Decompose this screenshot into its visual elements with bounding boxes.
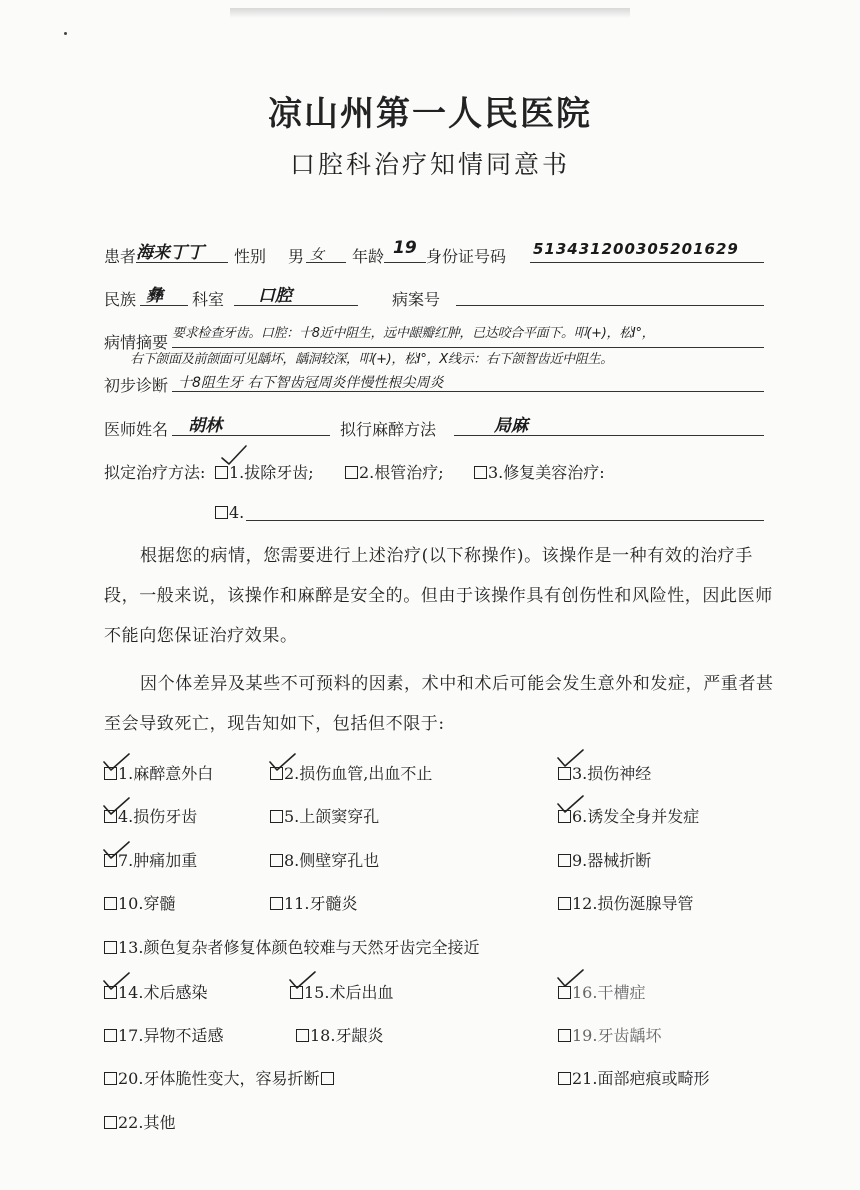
checkbox-icon[interactable] <box>558 854 571 867</box>
checkbox-icon[interactable] <box>104 1116 117 1129</box>
checkbox-icon[interactable] <box>290 986 303 999</box>
consent-paragraph-1: 根据您的病情，您需要进行上述治疗(以下称操作)。该操作是一种有效的治疗手段，一般来说，该操作和麻醉是安全的。但由于该操作具有创伤性和风险性，因此医师不能向您保证治疗效果。 <box>104 546 773 646</box>
risk-item[interactable]: 19.牙齿龋坏 <box>558 1023 661 1046</box>
treatment-option-1[interactable]: 1.拔除牙齿; <box>215 460 314 483</box>
checkbox-icon[interactable] <box>270 854 283 867</box>
age-label: 年龄 <box>352 247 385 266</box>
ethnicity-line <box>140 305 188 306</box>
gender-value: 男 <box>288 247 305 266</box>
summary-line-2: 右下颌面及前颌面可见龋坏，龋洞较深，叩(+)，松I°，X线示：右下颌智齿近中阻生。 <box>130 352 613 367</box>
risk-item[interactable]: 16.干槽症 <box>558 980 645 1003</box>
scan-shadow <box>230 8 630 18</box>
treatment-other-line <box>246 520 764 521</box>
diagnosis-value: 十8阻生牙 右下智齿冠周炎伴慢性根尖周炎 <box>178 375 444 391</box>
checkbox-icon[interactable] <box>558 767 571 780</box>
checkbox-icon[interactable] <box>104 986 117 999</box>
scan-speck <box>64 32 67 35</box>
doctor-line <box>172 435 330 436</box>
treatment-label: 拟定治疗方法: <box>104 463 206 482</box>
checkbox-icon[interactable] <box>270 897 283 910</box>
treatment-option-4[interactable]: 4. <box>215 503 244 522</box>
doctor-label: 医师姓名 <box>104 420 169 439</box>
risk-item[interactable]: 13.颜色复杂者修复体颜色较难与天然牙齿完全接近 <box>104 935 479 958</box>
doctor-value: 胡林 <box>188 416 222 436</box>
diagnosis-line <box>172 391 764 392</box>
risk-item[interactable]: 9.器械折断 <box>558 848 651 871</box>
record-label: 病案号 <box>392 290 441 309</box>
risk-item[interactable]: 6.诱发全身并发症 <box>558 804 699 827</box>
diagnosis-label: 初步诊断 <box>104 376 169 395</box>
checkbox-icon[interactable] <box>558 897 571 910</box>
risk-item[interactable]: 20.牙体脆性变大，容易折断 <box>104 1066 335 1089</box>
ethnicity-label: 民族 <box>104 290 137 309</box>
checkbox-icon[interactable] <box>104 767 117 780</box>
checkbox-icon[interactable] <box>558 810 571 823</box>
gender-line <box>306 262 346 263</box>
anesthesia-value: 局麻 <box>494 416 528 436</box>
checkbox-icon[interactable] <box>270 767 283 780</box>
age-line <box>384 262 426 263</box>
risk-item[interactable]: 1.麻醉意外白 <box>104 761 213 784</box>
anesthesia-line <box>454 435 764 436</box>
record-line <box>456 305 764 306</box>
risk-item[interactable]: 15.术后出血 <box>290 980 393 1003</box>
risk-item[interactable]: 11.牙髓炎 <box>270 891 357 914</box>
checkbox-icon[interactable] <box>215 466 228 479</box>
id-line <box>530 262 764 263</box>
risk-item[interactable]: 18.牙龈炎 <box>296 1023 383 1046</box>
risk-item[interactable]: 10.穿髓 <box>104 891 175 914</box>
risk-item[interactable]: 17.异物不适感 <box>104 1023 223 1046</box>
checkbox-icon[interactable] <box>104 854 117 867</box>
checkbox-icon[interactable] <box>270 810 283 823</box>
risk-item[interactable]: 21.面部疤痕或畸形 <box>558 1066 709 1089</box>
risk-item[interactable]: 5.上颌窦穿孔 <box>270 804 379 827</box>
gender-mark: 女 <box>310 247 324 263</box>
id-value: 513431200305201629 <box>533 240 739 258</box>
checkbox-icon[interactable] <box>558 986 571 999</box>
checkbox-icon[interactable] <box>321 1072 334 1085</box>
summary-line-1: 要求检查牙齿。口腔：十8近中阻生，远中龈瓣红肿，已达咬合平面下。叩(+)，松I°， <box>172 326 655 341</box>
checkbox-icon[interactable] <box>474 466 487 479</box>
risk-item[interactable]: 12.损伤涎腺导管 <box>558 891 693 914</box>
risk-item[interactable]: 4.损伤牙齿 <box>104 804 197 827</box>
age-value: 19 <box>393 238 417 258</box>
form-title: 口腔科治疗知情同意书 <box>289 150 570 179</box>
checkbox-icon[interactable] <box>104 1072 117 1085</box>
risk-item[interactable]: 8.侧壁穿孔也 <box>270 848 379 871</box>
patient-name-line <box>136 262 228 263</box>
checkbox-icon[interactable] <box>558 1029 571 1042</box>
summary-label: 病情摘要 <box>104 333 169 352</box>
risk-item[interactable]: 7.肿痛加重 <box>104 848 197 871</box>
gender-label: 性别 <box>234 247 267 266</box>
risk-item[interactable]: 22.其他 <box>104 1110 175 1133</box>
dept-line <box>234 305 358 306</box>
risk-item[interactable]: 2.损伤血管,出血不止 <box>270 761 432 784</box>
treatment-option-2[interactable]: 2.根管治疗; <box>345 460 444 483</box>
patient-label: 患者 <box>104 247 137 266</box>
checkbox-icon[interactable] <box>104 941 117 954</box>
checkbox-icon[interactable] <box>215 506 228 519</box>
consent-paragraph-2: 因个体差异及某些不可预料的因素，术中和术后可能会发生意外和发症，严重者甚至会导致死亡，现告知如下，包括但不限于: <box>104 674 774 734</box>
checkbox-icon[interactable] <box>104 810 117 823</box>
checkbox-icon[interactable] <box>104 897 117 910</box>
checkbox-icon[interactable] <box>558 1072 571 1085</box>
dept-value: 口腔 <box>258 286 292 306</box>
ethnicity-value: 彝 <box>146 286 163 306</box>
checkbox-icon[interactable] <box>104 1029 117 1042</box>
risk-item[interactable]: 3.损伤神经 <box>558 761 651 784</box>
checkbox-icon[interactable] <box>296 1029 309 1042</box>
treatment-option-3[interactable]: 3.修复美容治疗: <box>474 460 605 483</box>
id-label: 身份证号码 <box>426 247 507 266</box>
anesthesia-label: 拟行麻醉方法 <box>340 420 437 439</box>
patient-name-value: 海来丁丁 <box>136 243 204 263</box>
dept-label: 科室 <box>192 290 225 309</box>
risk-item[interactable]: 14.术后感染 <box>104 980 207 1003</box>
hospital-name: 凉山州第一人民医院 <box>268 94 592 134</box>
checkbox-icon[interactable] <box>345 466 358 479</box>
